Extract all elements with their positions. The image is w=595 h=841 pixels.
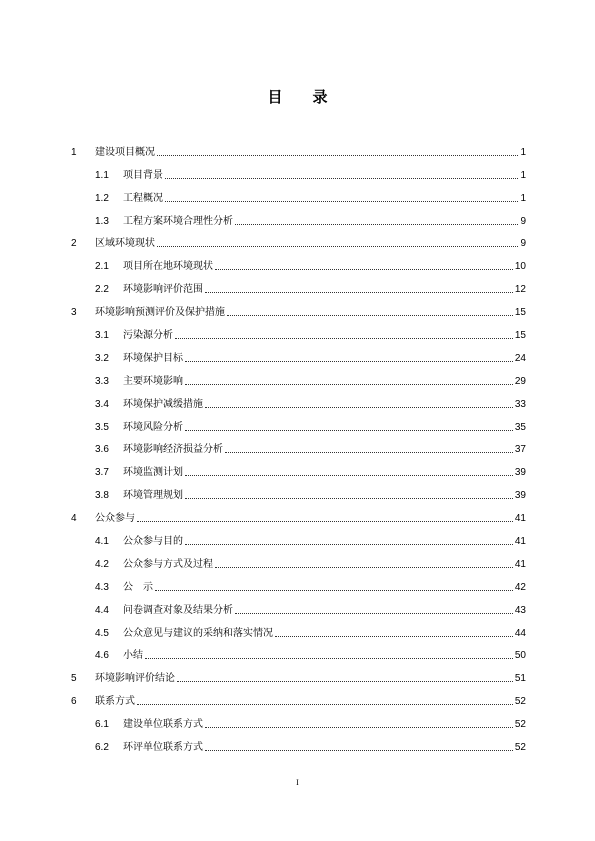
toc-entry[interactable] <box>71 502 526 525</box>
toc-entry-number: 2 <box>71 238 77 250</box>
toc-leader-dots <box>177 680 513 682</box>
toc-entry-number: 1.2 <box>95 192 109 204</box>
toc-entry-number: 4.4 <box>95 604 109 616</box>
toc-entry-label: 建设单位联系方式 <box>123 719 203 731</box>
toc-entry-number: 2.2 <box>95 284 109 296</box>
toc-entry-label: 主要环境影响 <box>123 375 183 387</box>
toc-entry-label: 污染源分析 <box>123 330 173 342</box>
toc-entry-page: 42 <box>514 581 526 593</box>
toc-leader-dots <box>157 154 518 156</box>
toc-entry-number: 4 <box>71 513 77 525</box>
toc-entry-label: 问卷调查对象及结果分析 <box>123 604 233 616</box>
toc-leader-dots <box>215 566 513 568</box>
toc-leader-dots <box>175 337 513 339</box>
toc-entry-page: 52 <box>514 719 526 731</box>
toc-leader-dots <box>157 245 518 247</box>
toc-entry[interactable] <box>71 571 526 594</box>
toc-entry-label: 环境影响预测评价及保护措施 <box>95 307 225 319</box>
toc-entry-page: 43 <box>514 604 526 616</box>
toc-entry-page: 15 <box>514 330 526 342</box>
toc-entry-page: 33 <box>514 398 526 410</box>
toc-entry[interactable] <box>71 731 526 754</box>
title-char-2: 录 <box>312 88 328 106</box>
toc-leader-dots <box>137 703 513 705</box>
toc-leader-dots <box>205 726 513 728</box>
toc-entry-number: 5 <box>71 673 77 685</box>
toc-entry[interactable] <box>71 525 526 548</box>
toc-entry-page: 9 <box>520 238 526 250</box>
toc-leader-dots <box>235 612 513 614</box>
toc-entry[interactable] <box>71 182 526 205</box>
page-number: I <box>296 778 299 787</box>
toc-entry-number: 4.2 <box>95 558 109 570</box>
toc-entry-number: 3.7 <box>95 467 109 479</box>
toc-leader-dots <box>205 749 513 751</box>
toc-entry-page: 1 <box>520 169 526 181</box>
toc-entry-number: 3.2 <box>95 352 109 364</box>
toc-leader-dots <box>205 406 513 408</box>
toc-entry[interactable] <box>71 388 526 411</box>
toc-entry-page: 41 <box>514 536 526 548</box>
toc-entry-label: 联系方式 <box>95 696 135 708</box>
toc-entry[interactable] <box>71 479 526 502</box>
toc-entry-number: 3.6 <box>95 444 109 456</box>
toc-entry-number: 4.6 <box>95 650 109 662</box>
toc-entry[interactable] <box>71 205 526 228</box>
toc-entry-number: 1 <box>71 146 77 158</box>
toc-entry-page: 10 <box>514 261 526 273</box>
toc-leader-dots <box>205 291 513 293</box>
toc-leader-dots <box>165 177 518 179</box>
toc-entry-label: 公众参与目的 <box>123 536 183 548</box>
toc-leader-dots <box>275 635 513 637</box>
toc-entry-page: 9 <box>520 215 526 227</box>
toc-entry-page: 24 <box>514 352 526 364</box>
toc-entry-label: 工程方案环境合理性分析 <box>123 215 233 227</box>
toc-entry-page: 44 <box>514 627 526 639</box>
toc-entry[interactable] <box>71 250 526 273</box>
toc-entry[interactable] <box>71 685 526 708</box>
toc-leader-dots <box>225 451 513 453</box>
toc-entry-number: 3.1 <box>95 330 109 342</box>
toc-entry-label: 工程概况 <box>123 192 163 204</box>
toc-leader-dots <box>215 268 513 270</box>
toc-entry-number: 4.5 <box>95 627 109 639</box>
toc-entry[interactable] <box>71 228 526 251</box>
toc-entry[interactable] <box>71 708 526 731</box>
page-title <box>0 86 595 107</box>
toc-leader-dots <box>137 520 513 522</box>
toc-entry-label: 环评单位联系方式 <box>123 742 203 754</box>
toc-entry-number: 6.2 <box>95 742 109 754</box>
toc-entry-page: 1 <box>520 146 526 158</box>
toc-leader-dots <box>185 360 513 362</box>
toc-entry-number: 3.8 <box>95 490 109 502</box>
toc-leader-dots <box>155 589 513 591</box>
toc-entry[interactable] <box>71 662 526 685</box>
toc-entry-page: 39 <box>514 467 526 479</box>
toc-entry-number: 3.4 <box>95 398 109 410</box>
toc-entry-label: 环境影响经济损益分析 <box>123 444 223 456</box>
toc-entry[interactable] <box>71 456 526 479</box>
toc-entry-label: 区域环境现状 <box>95 238 155 250</box>
toc-entry-label: 公众参与 <box>95 513 135 525</box>
toc-entry-page: 50 <box>514 650 526 662</box>
toc-leader-dots <box>165 200 518 202</box>
toc-entry-label: 环境风险分析 <box>123 421 183 433</box>
toc-entry-page: 52 <box>514 742 526 754</box>
toc-entry-number: 3 <box>71 307 77 319</box>
toc-entry[interactable] <box>71 434 526 457</box>
toc-entry[interactable] <box>71 319 526 342</box>
toc-entry[interactable] <box>71 548 526 571</box>
toc-leader-dots <box>185 543 513 545</box>
toc-leader-dots <box>185 429 513 431</box>
toc-entry-page: 29 <box>514 375 526 387</box>
toc-entry[interactable] <box>71 594 526 617</box>
toc-entry-page: 51 <box>514 673 526 685</box>
toc-entry-label: 公众参与方式及过程 <box>123 558 213 570</box>
toc-entry-label: 小结 <box>123 650 143 662</box>
toc-entry-label: 项目背景 <box>123 169 163 181</box>
toc-entry-page: 41 <box>514 558 526 570</box>
title-char-1: 目 <box>267 88 283 106</box>
toc-entry-number: 1.1 <box>95 169 109 181</box>
toc-entry-number: 3.5 <box>95 421 109 433</box>
toc-entry[interactable] <box>71 365 526 388</box>
toc-entry-page: 1 <box>520 192 526 204</box>
toc-entry-number: 4.3 <box>95 581 109 593</box>
toc-entry[interactable] <box>71 273 526 296</box>
toc-entry-number: 6 <box>71 696 77 708</box>
table-of-contents <box>71 136 526 754</box>
toc-entry-number: 4.1 <box>95 536 109 548</box>
toc-leader-dots <box>185 497 513 499</box>
toc-entry-label: 公 示 <box>123 581 153 593</box>
toc-entry-label: 建设项目概况 <box>95 146 155 158</box>
toc-entry[interactable] <box>71 136 526 159</box>
toc-entry-page: 35 <box>514 421 526 433</box>
toc-entry-label: 环境保护目标 <box>123 352 183 364</box>
toc-entry[interactable] <box>71 617 526 640</box>
toc-entry[interactable] <box>71 411 526 434</box>
toc-entry[interactable] <box>71 342 526 365</box>
toc-entry[interactable] <box>71 159 526 182</box>
toc-entry-label: 环境影响评价范围 <box>123 284 203 296</box>
toc-entry-label: 环境管理规划 <box>123 490 183 502</box>
toc-entry-label: 环境监测计划 <box>123 467 183 479</box>
toc-leader-dots <box>145 657 513 659</box>
toc-entry-label: 环境保护减缓措施 <box>123 398 203 410</box>
toc-entry[interactable] <box>71 296 526 319</box>
toc-entry-number: 1.3 <box>95 215 109 227</box>
toc-entry-page: 39 <box>514 490 526 502</box>
toc-entry-page: 15 <box>514 307 526 319</box>
toc-entry-page: 41 <box>514 513 526 525</box>
toc-entry-page: 52 <box>514 696 526 708</box>
toc-entry-number: 3.3 <box>95 375 109 387</box>
toc-leader-dots <box>185 474 513 476</box>
toc-entry-label: 公众意见与建议的采纳和落实情况 <box>123 627 273 639</box>
toc-entry-number: 6.1 <box>95 719 109 731</box>
toc-entry-number: 2.1 <box>95 261 109 273</box>
toc-entry[interactable] <box>71 640 526 663</box>
toc-leader-dots <box>227 314 513 316</box>
toc-entry-label: 环境影响评价结论 <box>95 673 175 685</box>
toc-entry-page: 37 <box>514 444 526 456</box>
toc-entry-label: 项目所在地环境现状 <box>123 261 213 273</box>
toc-leader-dots <box>185 383 513 385</box>
toc-leader-dots <box>235 223 518 225</box>
toc-entry-page: 12 <box>514 284 526 296</box>
